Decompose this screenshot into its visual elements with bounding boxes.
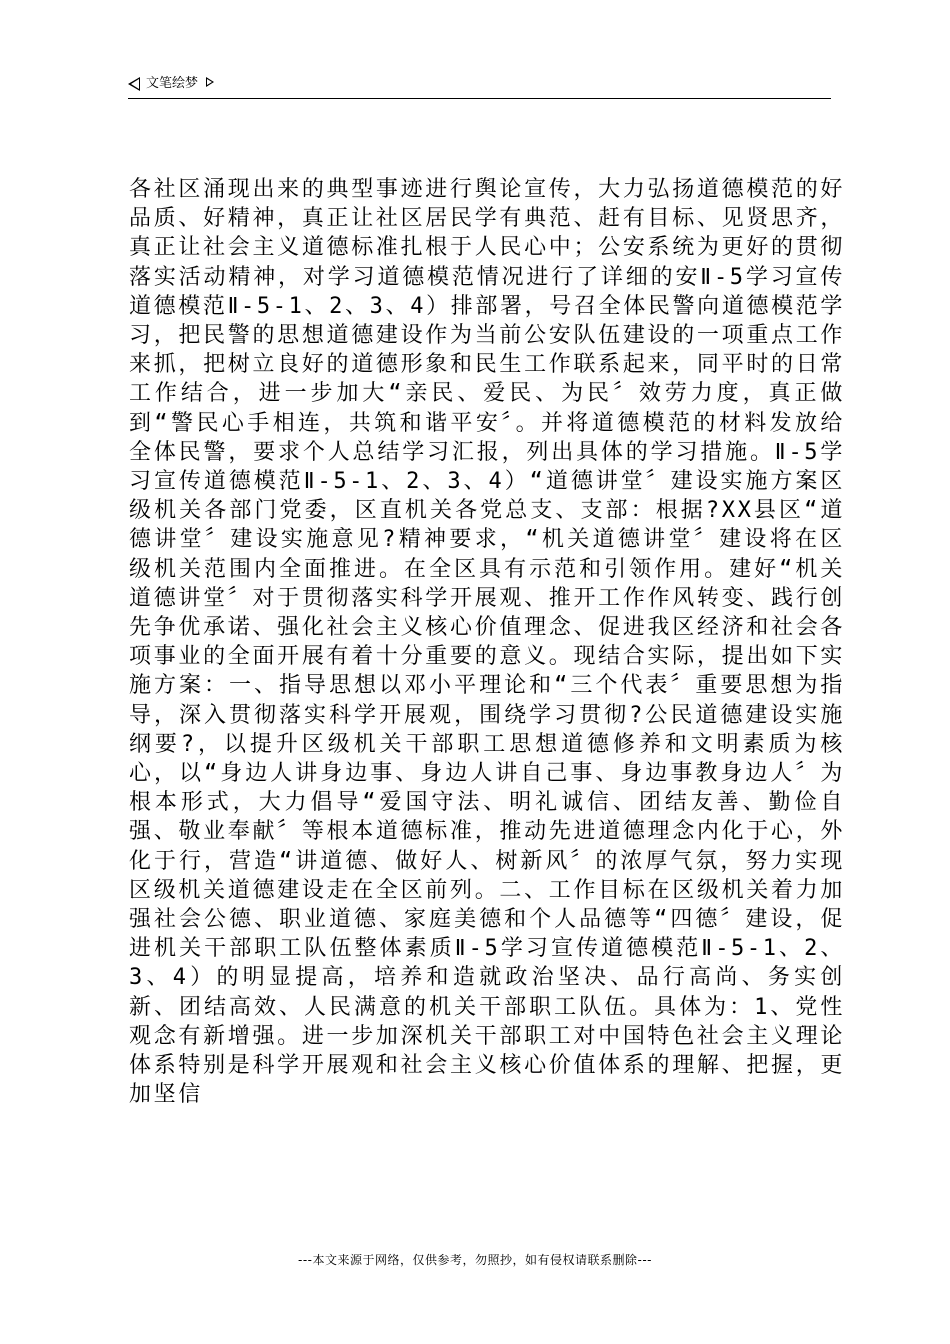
footer-notice: ---本文来源于网络，仅供参考，勿照抄，如有侵权请联系删除--- bbox=[298, 1253, 652, 1267]
triangle-right-icon bbox=[206, 77, 214, 87]
header-brand bbox=[128, 76, 214, 92]
triangle-left-icon bbox=[128, 77, 140, 91]
page-header bbox=[128, 72, 831, 99]
header-brand-text: 文笔绘梦 bbox=[146, 76, 199, 91]
body-paragraph: 各社区涌现出来的典型事迹进行舆论宣传，大力弘扬道德模范的好品质、好精神，真正让社区居民学有典范、赶有目标、见贤思齐，真正让社会主义道德标准扎根于人民心中；公安系统为更好的贯彻落实活动精神，对学习道德模范情况进行了详细的安Ⅱ-5学习宣传道德模范Ⅱ-5-1、2、3、4）排部署，号召全体民警向道德模范学习，把民警的思想道德建设作为当前公安队伍建设的一项重点工作来抓，把树立良好的道德形象和民生工作联系起来，同平时的日常工作结合，进一步加大“亲民、爱民、为民〞效劳力度，真正做到“警民心手相连，共筑和谐平安〞。并将道德模范的材料发放给全体民警，要求个人总结学习汇报，列出具体的学习措施。Ⅱ-5学习宣传道德模范Ⅱ-5-1、2、3、4）“道德讲堂〞建设实施方案区级机关各部门党委，区直机关各党总支、支部：根据?XX县区“道德讲堂〞建设实施意见?精神要求，“机关道德讲堂〞建设将在区级机关范围内全面推进。在全区具有示范和引领作用。建好“机关道德讲堂〞对于贯彻落实科学开展观、推开工作作风转变、践行创先争优承诺、强化社会主义核心价值理念、促进我区经济和社会各项事业的全面开展有着十分重要的意义。现结合实际，提出如下实施方案：一、指导思想以邓小平理论和“三个代表〞重要思想为指导，深入贯彻落实科学开展观，围绕学习贯彻?公民道德建设实施纲要?，以提升区级机关干部职工思想道德修养和文明素质为核心，以“身边人讲身边事、身边人讲自己事、身边事教身边人〞为根本形式，大力倡导“爱国守法、明礼诚信、团结友善、勤俭自强、敬业奉献〞等根本道德标准，推动先进道德理念内化于心，外化于行，营造“讲道德、做好人、树新风〞的浓厚气氛，努力实现区级机关道德建设走在全区前列。二、工作目标在区级机关着力加强社会公德、职业道德、家庭美德和个人品德等“四德〞建设，促进机关干部职工队伍整体素质Ⅱ-5学习宣传道德模范Ⅱ-5-1、2、3、4）的明显提高，培养和造就政治坚决、品行高尚、务实创新、团结高效、人民满意的机关干部职工队伍。具体为：1、党性观念有新增强。进一步加深机关干部职工对中国特色社会主义理论体系特别是科学开展观和社会主义核心价值体系的理解、把握，更加坚信 bbox=[129, 177, 846, 1108]
